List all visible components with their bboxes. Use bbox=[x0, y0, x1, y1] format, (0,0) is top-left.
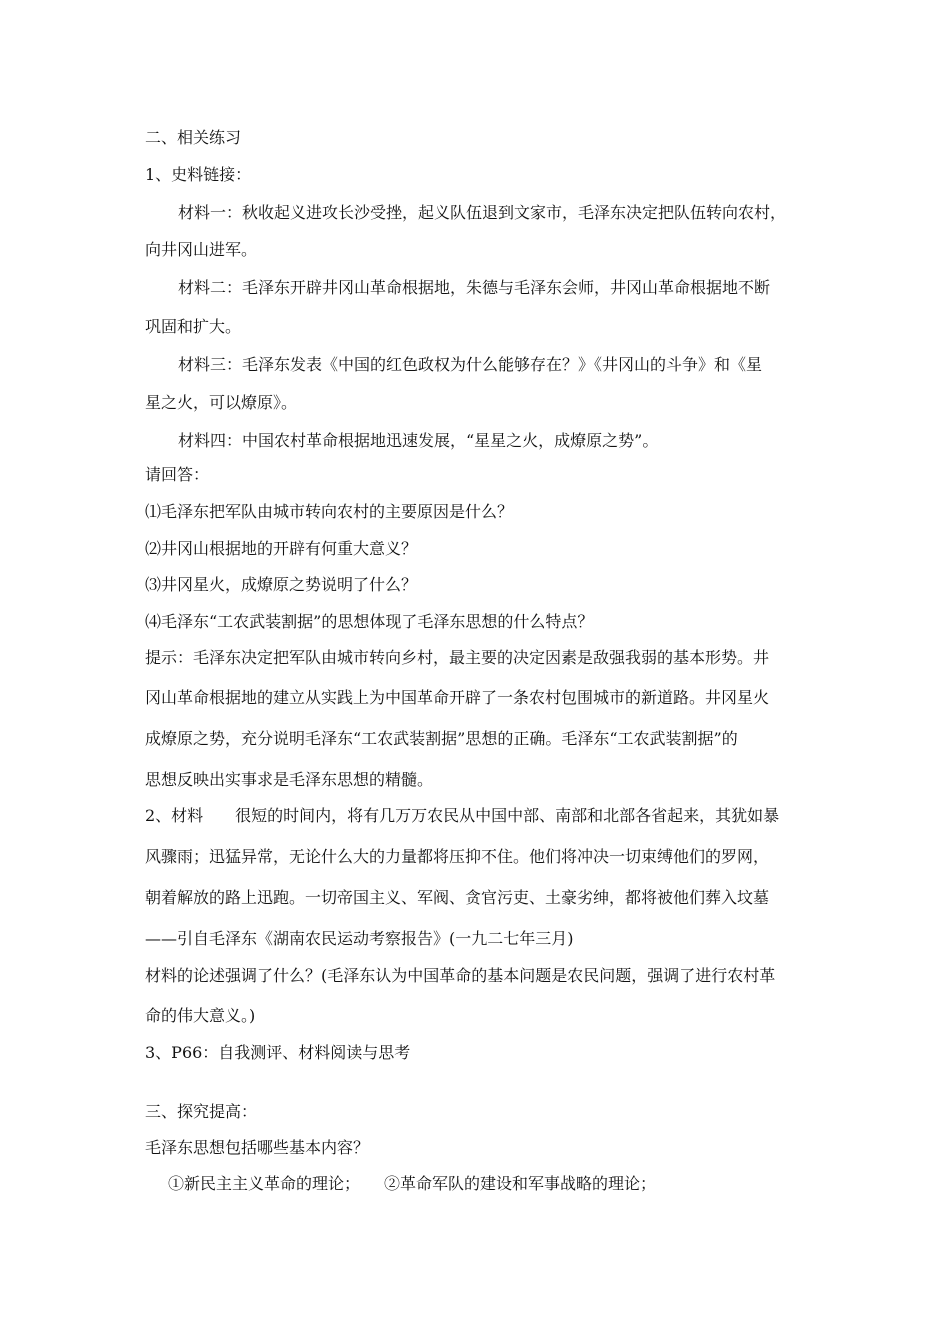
item-3-line: 3、P66：自我测评、材料阅读与思考 bbox=[145, 1043, 411, 1062]
section-heading-inquiry: 三、探究提高： bbox=[145, 1102, 258, 1121]
item-2-question-line-1: 材料的论述强调了什么？(毛泽东认为中国革命的基本问题是农民问题，强调了进行农村革 bbox=[145, 966, 776, 985]
material-2-line-2: 巩固和扩大。 bbox=[145, 317, 242, 336]
item-2-line-3: 朝着解放的路上迅跑。一切帝国主义、军阀、贪官污吏、土豪劣绅，都将被他们葬入坟墓 bbox=[145, 888, 770, 907]
item-2-question-line-2: 命的伟大意义。) bbox=[145, 1006, 256, 1025]
hint-line-1: 提示：毛泽东决定把军队由城市转向乡村，最主要的决定因素是敌强我弱的基本形势。井 bbox=[145, 648, 770, 667]
question-3: ⑶井冈星火，成燎原之势说明了什么？ bbox=[145, 575, 418, 594]
quote-citation: ——引自毛泽东《湖南农民运动考察报告》(一九二七年三月) bbox=[145, 929, 574, 948]
item-2-line-1: 2、材料 很短的时间内，将有几万万农民从中国中部、南部和北部各省起来，其犹如暴 bbox=[145, 806, 780, 825]
material-1-line-1: 材料一：秋收起义进攻长沙受挫，起义队伍退到文家市，毛泽东决定把队伍转向农村， bbox=[178, 203, 787, 222]
material-3-line-2: 星之火，可以燎原》。 bbox=[145, 393, 298, 412]
material-1-line-2: 向井冈山进军。 bbox=[145, 240, 258, 259]
material-4-line: 材料四：中国农村革命根据地迅速发展，“星星之火，成燎原之势”。 bbox=[178, 431, 659, 450]
material-3-line-1: 材料三：毛泽东发表《中国的红色政权为什么能够存在？》《井冈山的斗争》和《星 bbox=[178, 355, 763, 374]
question-2: ⑵井冈山根据地的开辟有何重大意义？ bbox=[145, 539, 418, 558]
question-4: ⑷毛泽东“工农武装割据”的思想体现了毛泽东思想的什么特点？ bbox=[145, 612, 594, 631]
inquiry-answer-line: ①新民主主义革命的理论； ②革命军队的建设和军事战略的理论； bbox=[168, 1174, 657, 1193]
answer-prompt: 请回答： bbox=[145, 465, 210, 484]
hint-line-3: 成燎原之势，充分说明毛泽东“工农武装割据”思想的正确。毛泽东“工农武装割据”的 bbox=[145, 729, 738, 748]
inquiry-question: 毛泽东思想包括哪些基本内容？ bbox=[145, 1138, 370, 1157]
section-heading-practice: 二、相关练习 bbox=[145, 128, 242, 147]
item-1-heading: 1、史料链接： bbox=[145, 165, 252, 184]
material-2-line-1: 材料二：毛泽东开辟井冈山革命根据地，朱德与毛泽东会师，井冈山革命根据地不断 bbox=[178, 278, 771, 297]
question-1: ⑴毛泽东把军队由城市转向农村的主要原因是什么？ bbox=[145, 502, 514, 521]
hint-line-2: 冈山革命根据地的建立从实践上为中国革命开辟了一条农村包围城市的新道路。井冈星火 bbox=[145, 688, 770, 707]
item-2-line-2: 风骤雨；迅猛异常，无论什么大的力量都将压抑不住。他们将冲决一切束缚他们的罗网， bbox=[145, 847, 770, 866]
hint-line-4: 思想反映出实事求是毛泽东思想的精髓。 bbox=[145, 770, 434, 789]
